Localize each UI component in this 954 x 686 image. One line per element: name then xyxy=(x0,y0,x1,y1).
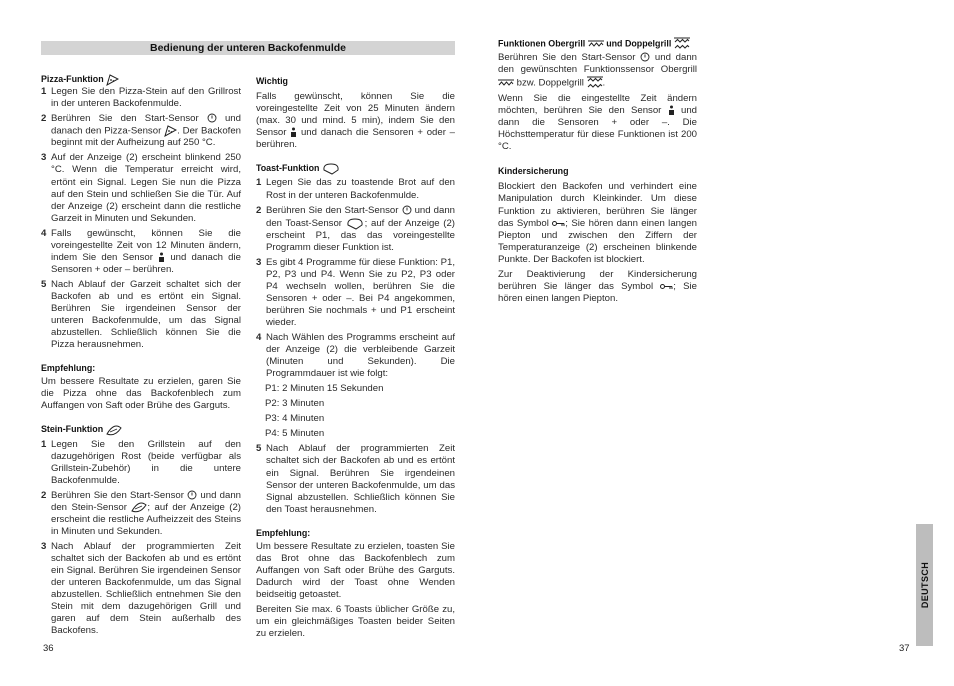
toast-icon xyxy=(322,162,341,175)
empfehlung-heading: Empfehlung: xyxy=(256,527,311,538)
section-title: Bedienung der unteren Backofenmulde xyxy=(149,42,347,54)
left-column xyxy=(41,73,241,637)
wichtig-heading: Wichtig xyxy=(256,76,288,86)
right-column xyxy=(498,37,697,305)
pizza-icon xyxy=(164,125,177,137)
start-sensor-icon xyxy=(640,52,650,62)
timer-sensor-icon xyxy=(668,105,675,116)
language-label: DEUTSCH xyxy=(919,561,930,609)
toast-step-5: 5 Nach Ablauf der programmierten Zeit schaltet sich der Backofen ab und es ertönt ein Signal. Berühren Sie irgendeinen Sensor der unteren Backofenmulde, um das Signal abzustellen. Schließlich können Sie den Toast herausnehmen. xyxy=(256,443,455,515)
stein-step-2: 2 Berühren Sie den Start-Sensor und dann den Stein-Sensor ; auf der Anzeige (2) erscheint die restliche Aufheizzeit des Steins in Minuten und Sekunden. xyxy=(41,489,242,537)
pizza-step-5: 5 Nach Ablauf der Garzeit schaltet sich der Backofen ab und es ertönt ein Signal. Berühren Sie irgendeinen Sensor der unteren Backofenmulde, um das Signal abzustellen. Schließlich können Sie die Pizza herausnehmen. xyxy=(41,278,241,351)
program-item: P3: 4 Minuten xyxy=(265,413,325,425)
pizza-step-1: 1 Legen Sie den Pizza-Stein auf den Grillrost in der unteren Backofenmulde. xyxy=(41,85,241,109)
program-list xyxy=(256,383,455,440)
stein-step-3: 3 Nach Ablauf der programmierten Zeit schaltet sich der Backofen ab und es ertönt ein Signal. Berühren Sie irgendeinen Sensor der unteren Backofenmulde, um das Signal abzustellen. Schließlich entnehmen Sie den Stein mit dem dazugehörigen Grill und garen auf dem Stein außerhalb des Backofens. xyxy=(41,540,241,637)
start-sensor-icon xyxy=(207,113,217,123)
section-banner xyxy=(41,41,455,55)
pizza-step-4: 4 Falls gewünscht, können Sie die voreingestellte Zeit von 12 Minuten ändern, indem Sie den Sensor und danach die Sensoren + oder – berühren. xyxy=(41,227,241,275)
page-number-right: 37 xyxy=(899,643,910,654)
empfehlung-text: Um bessere Resultate zu erzielen, toasten Sie das Brot ohne das Backofenblech zum Auffangen von Saft oder Brühe des Garguts. Dadurch wird der Toast ohne Wenden beidseitig getoastet. xyxy=(256,540,455,600)
stein-step-1: 1 Legen Sie den Grillstein auf den dazugehörigen Rost (beide verfügbar als Grillstein-Zubehör) in die untere Backofenmulde. xyxy=(41,438,241,486)
program-item: P4: 5 Minuten xyxy=(265,428,325,440)
key-icon xyxy=(660,283,673,290)
toast-step-4: 4 Nach Wählen des Programms erscheint auf der Anzeige (2) die verbleibende Garzeit (Minuten und Sekunden). Die Programmdauer ist wie folgt: xyxy=(256,332,455,380)
toast-heading: Toast-Funktion xyxy=(256,162,455,175)
empfehlung-heading: Empfehlung: xyxy=(41,363,96,374)
empfehlung-text-2: Bereiten Sie max. 6 Toasts üblicher Größe zu, um ein gleichmäßiges Toasten beider Seiten zu erzielen. xyxy=(256,604,455,640)
wichtig-text: Falls gewünscht, können Sie die voreingestellte Zeit von 25 Minuten ändern (max. 30 und mind. 5 min), indem Sie den Sensor und danach die Sensoren + oder – berühren. xyxy=(256,91,455,151)
timer-sensor-icon xyxy=(158,252,165,263)
toast-step-2: 2 Berühren Sie den Start-Sensor und dann den Toast-Sensor ; auf der Anzeige (2) erscheint P1, das das voreingestellte Programm dieser Funktion ist. xyxy=(256,204,455,253)
kinder-text-1: Blockiert den Backofen und verhindert eine Manipulation durch Kleinkinder. Um diese Funktion zu aktivieren, berühren Sie länger das Symbol ; Sie hören dann einen langen Piepton und zwischen den Ziffern der Temperaturanzeige (2) erscheinen blinkende Punkte. Der Backofen ist blockiert. xyxy=(498,181,697,265)
grill-heading: Funktionen Obergrill und Doppelgrill xyxy=(498,37,697,51)
top-grill-icon xyxy=(588,40,604,48)
grill-text-1: Berühren Sie den Start-Sensor und dann den gewünschten Funktionssensor Obergrill bzw. Doppelgrill . xyxy=(498,52,698,89)
middle-column xyxy=(256,75,455,640)
program-item: P2: 3 Minuten xyxy=(265,398,325,410)
double-grill-icon xyxy=(587,76,603,90)
top-grill-icon xyxy=(498,79,514,87)
grill-text-2: Wenn Sie die eingestellte Zeit ändern möchten, berühren Sie den Sensor und dann die Sensoren + oder –. Die Höchsttemperatur für diese Funktionen ist 200 °C. xyxy=(498,93,697,153)
toast-step-3: 3 Es gibt 4 Programme für diese Funktion: P1, P2, P3 und P4. Wenn Sie zu P2, P3 oder P4 wechseln wollen, berühren Sie die Sensoren + oder –. Bei P4 angekommen, berühren Sie nochmals + und P1 erscheint wieder. xyxy=(256,256,455,329)
page-number-left: 36 xyxy=(43,643,54,654)
timer-sensor-icon xyxy=(290,127,297,138)
toast-icon xyxy=(346,217,365,230)
stone-icon xyxy=(131,502,147,513)
kinder-text-2: Zur Deaktivierung der Kindersicherung berühren Sie länger das Symbol ; Sie hören einen langen Piepton. xyxy=(498,268,698,304)
start-sensor-icon xyxy=(187,490,197,500)
stein-heading: Stein-Funktion xyxy=(41,423,241,435)
pizza-icon xyxy=(106,74,119,86)
pizza-step-2: 2 Berühren Sie den Start-Sensor und danach den Pizza-Sensor . Der Backofen beginnt mit der Aufheizung auf 250 °C. xyxy=(41,112,241,149)
toast-step-1: 1 Legen Sie das zu toastende Brot auf den Rost in der unteren Backofenmulde. xyxy=(256,177,455,201)
language-tab xyxy=(916,524,933,646)
double-grill-icon xyxy=(674,37,690,51)
pizza-heading: Pizza-Funktion xyxy=(41,73,241,86)
key-icon xyxy=(552,220,565,227)
start-sensor-icon xyxy=(402,205,412,215)
kinder-heading: Kindersicherung xyxy=(498,166,569,177)
pizza-step-3: 3 Auf der Anzeige (2) erscheint blinkend 250 °C. Wenn die Temperatur erreicht wird, ertönt ein Signal. Legen Sie nun die Pizza auf den Stein und schließen Sie die Tür. Auf der Anzeige (2) erscheint dann die restliche Garzeit in Minuten und Sekunden. xyxy=(41,152,241,224)
program-item: P1: 2 Minuten 15 Sekunden xyxy=(265,383,384,395)
stone-icon xyxy=(106,425,122,436)
empfehlung-text: Um bessere Resultate zu erzielen, garen Sie die Pizza ohne das Backofenblech zum Auffangen von Saft oder Brühe des Garguts. xyxy=(41,376,241,412)
